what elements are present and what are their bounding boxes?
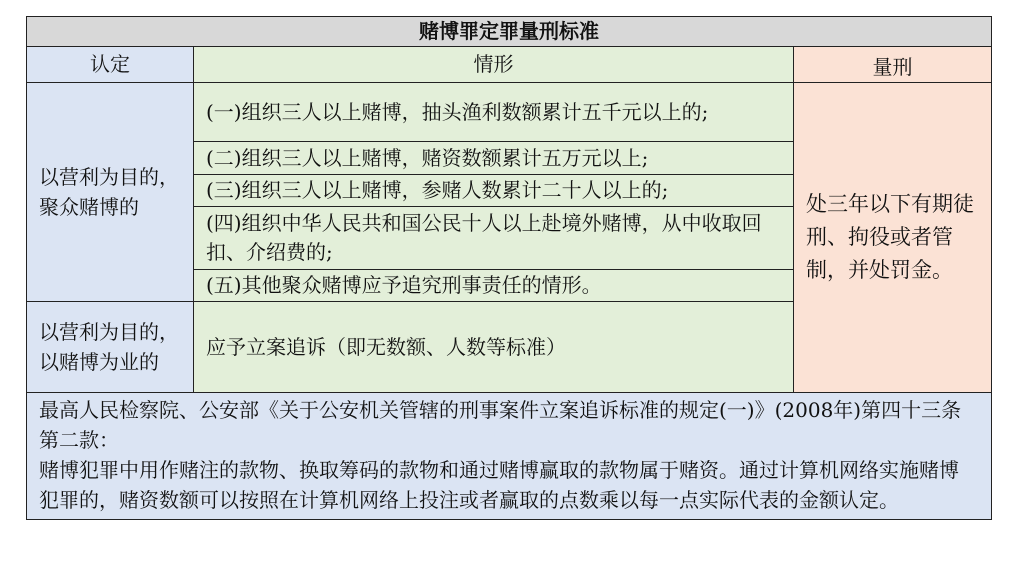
table-title: 赌博罪定罪量刑标准 (27, 17, 992, 47)
legal-note (27, 393, 992, 520)
situation-item-3: (三)组织三人以上赌博，参赌人数累计二十人以上的; (194, 175, 794, 207)
header-recognition: 认定 (27, 47, 194, 83)
penalty-cell: 处三年以下有期徒刑、拘役或者管制，并处罚金。 (794, 83, 992, 393)
recognition-gathering: 以营利为目的，聚众赌博的 (27, 83, 194, 302)
situation-item-5: (五)其他聚众赌博应予追究刑事责任的情形。 (194, 270, 794, 302)
situation-item-2: (二)组织三人以上赌博，赌资数额累计五万元以上; (194, 142, 794, 175)
header-penalty: 量刑 (794, 47, 992, 83)
note-source: 最高人民检察院、公安部《关于公安机关管辖的刑事案件立案追诉标准的规定(一)》(2008年)第四十三条第二款： (39, 398, 962, 452)
situation-profession: 应予立案追诉（即无数额、人数等标准） (194, 302, 794, 393)
header-situation: 情形 (194, 47, 794, 83)
note-content: 赌博犯罪中用作赌注的款物、换取筹码的款物和通过赌博赢取的款物属于赌资。通过计算机网络实施赌博犯罪的，赌资数额可以按照在计算机网络上投注或者赢取的点数乘以每一点实际代表的金额认定。 (39, 458, 959, 512)
situation-item-1: (一)组织三人以上赌博，抽头渔利数额累计五千元以上的; (194, 83, 794, 142)
recognition-profession: 以营利为目的，以赌博为业的 (27, 302, 194, 393)
sentencing-standards-table (26, 16, 992, 520)
situation-item-4: (四)组织中华人民共和国公民十人以上赴境外赌博，从中收取回扣、介绍费的; (194, 207, 794, 270)
